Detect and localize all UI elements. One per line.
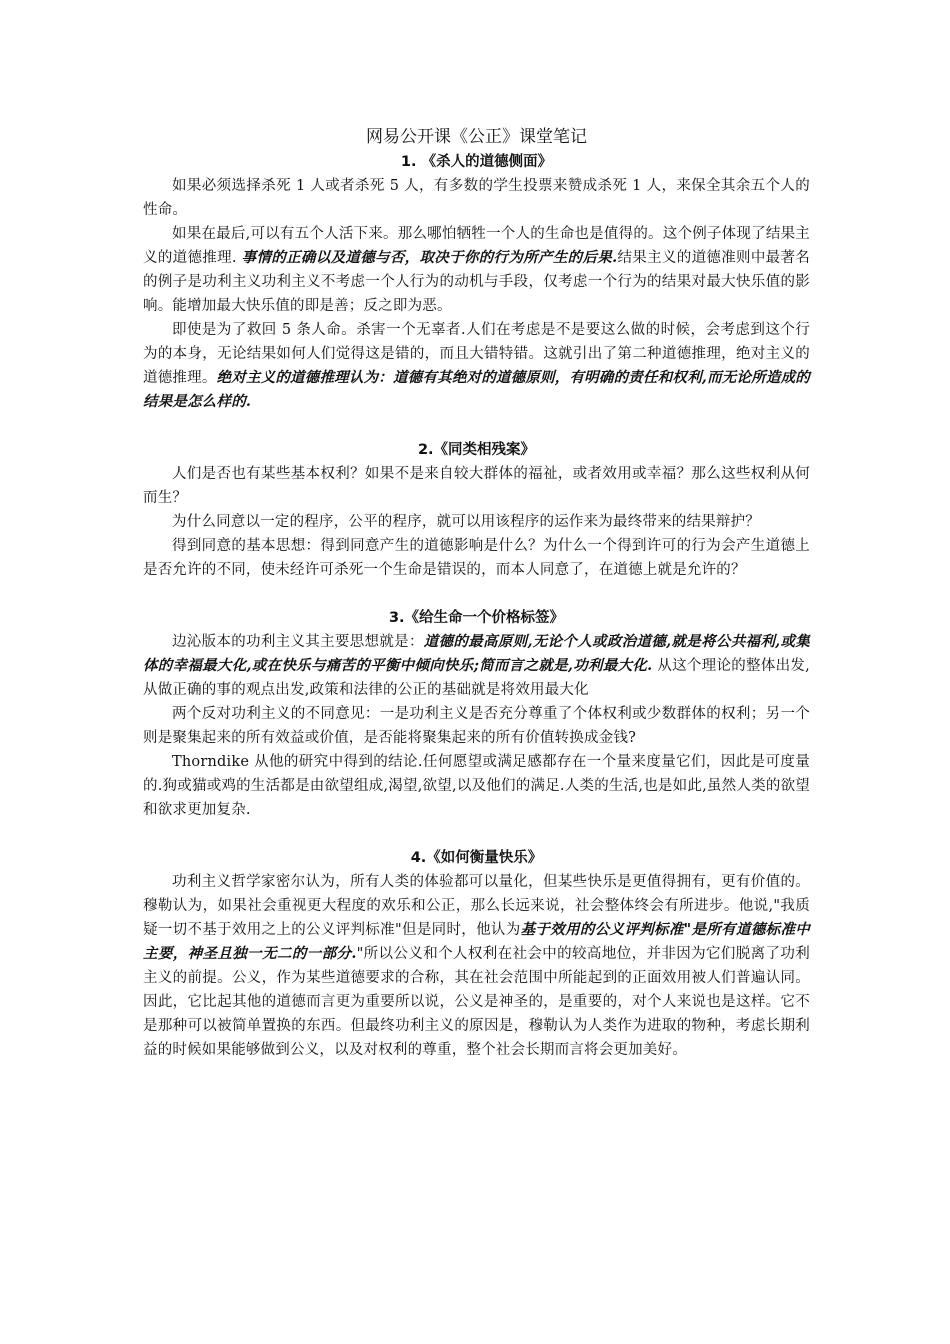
section-2 bbox=[143, 438, 810, 582]
document-title: 网易公开课《公正》课堂笔记 bbox=[366, 127, 587, 147]
paragraph bbox=[143, 318, 810, 414]
section-4 bbox=[143, 846, 810, 1062]
text-run: Thorndike 从他的研究中得到的结论.任何愿望或满足感都存在一个量来度量它们，因此是可度量的.狗或猫或鸡的生活都是由欲望组成,渴望,欲望,以及他们的满足.人类的生活,也是如此,虽然人类的欲望和欲求更加复杂. bbox=[143, 754, 810, 818]
paragraph bbox=[143, 750, 810, 822]
section-heading: 1. 《杀人的道德侧面》 bbox=[400, 154, 553, 170]
paragraph bbox=[143, 462, 810, 510]
section-heading: 3.《给生命一个价格标签》 bbox=[388, 610, 565, 626]
section-1 bbox=[143, 150, 810, 414]
paragraph bbox=[143, 534, 810, 582]
section-heading: 2.《同类相残案》 bbox=[417, 442, 536, 458]
paragraph bbox=[143, 510, 810, 534]
emphasized-text: 绝对主义的道德推理认为：道德有其绝对的道德原则，有明确的责任和权利,而无论所造成的结果是怎么样的. bbox=[143, 369, 810, 410]
text-run: 得到同意的基本思想：得到同意产生的道德影响是什么？为什么一个得到许可的行为会产生道德上是否允许的不同，使未经许可杀死一个生命是错误的，而本人同意了，在道德上就是允许的？ bbox=[143, 538, 810, 578]
text-run: 结果主义的道德准则中最著名的例子是功利主义功利主义不考虑一个人行为的动机与手段，仅考虑一个行为的结果对最大快乐值的影响。能增加最大快乐值的即是善；反之即为恶。 bbox=[143, 250, 810, 314]
document-page bbox=[143, 124, 810, 1062]
text-run: 如果在最后,可以有五个人活下来。那么哪怕牺牲一个人的生命也是值得的。这个例子体现了结果主义的道德推理. bbox=[143, 226, 810, 266]
section-heading: 4.《如何衡量快乐》 bbox=[410, 850, 543, 866]
emphasized-text: 事情的正确以及道德与否，取决于你的行为所产生的后果. bbox=[241, 249, 618, 266]
text-run: 为什么同意以一定的程序，公平的程序，就可以用该程序的运作来为最终带来的结果辩护？ bbox=[172, 514, 760, 530]
emphasized-text: 基于效用的公义评判标准"是所有道德标准中主要，神圣且独一无二的一部分. bbox=[143, 921, 810, 962]
text-run: "所以公义和个人权利在社会中的较高地位，并非因为它们脱离了功利主义的前提。公义，作为某些道德要求的合称，其在社会范围中所能起到的正面效用被人们普遍认同。因此，它比起其他的道德而言更为重要所以说，公义是神圣的，是重要的，对个人来说也是这样。它不是那种可以被简单置换的东西。但最终功利主义的原因是，穆勒认为人类作为进取的物种，考虑长期利益的时候如果能够做到公义，以及对权利的尊重，整个社会长期而言将会更加美好。 bbox=[143, 946, 810, 1058]
paragraph bbox=[143, 174, 810, 222]
text-run: 如果必须选择杀死 1 人或者杀死 5 人，有多数的学生投票来赞成杀死 1 人，来保全其余五个人的性命。 bbox=[143, 178, 810, 218]
paragraph bbox=[143, 702, 810, 750]
paragraph bbox=[143, 222, 810, 318]
document-body bbox=[143, 150, 810, 1062]
text-run: 边沁版本的功利主义其主要思想就是： bbox=[172, 634, 424, 650]
text-run: 即使是为了救回 5 条人命。杀害一个无辜者.人们在考虑是不是要这么做的时候，会考虑到这个行为的本身，无论结果如何人们觉得这是错的，而且大错特错。这就引出了第二种道德推理，绝对主义的道德推理。 bbox=[143, 322, 810, 386]
paragraph bbox=[143, 630, 810, 702]
paragraph bbox=[143, 870, 810, 1062]
text-run: 从这个理论的整体出发,从做正确的事的观点出发,政策和法律的公正的基础就是将效用最大化 bbox=[143, 658, 810, 698]
text-run: 两个反对功利主义的不同意见：一是功利主义是否充分尊重了个体权利或少数群体的权利；另一个则是聚集起来的所有效益或价值，是否能将聚集起来的所有价值转换成金钱? bbox=[143, 706, 810, 746]
emphasized-text: 道德的最高原则,无论个人或政治道德,就是将公共福利,或集体的幸福最大化,或在快乐与痛苦的平衡中倾向快乐;简而言之就是,功利最大化. bbox=[143, 633, 810, 674]
text-run: 功利主义哲学家密尔认为，所有人类的体验都可以量化，但某些快乐是更值得拥有，更有价值的。穆勒认为，如果社会重视更大程度的欢乐和公正，那么长远来说，社会整体终会有所进步。他说,"我质疑一切不基于效用之上的公义评判标准"但是同时，他认为 bbox=[143, 874, 810, 938]
text-run: 人们是否也有某些基本权利？如果不是来自较大群体的福祉，或者效用或幸福？那么这些权利从何而生？ bbox=[143, 466, 810, 506]
section-3 bbox=[143, 606, 810, 822]
